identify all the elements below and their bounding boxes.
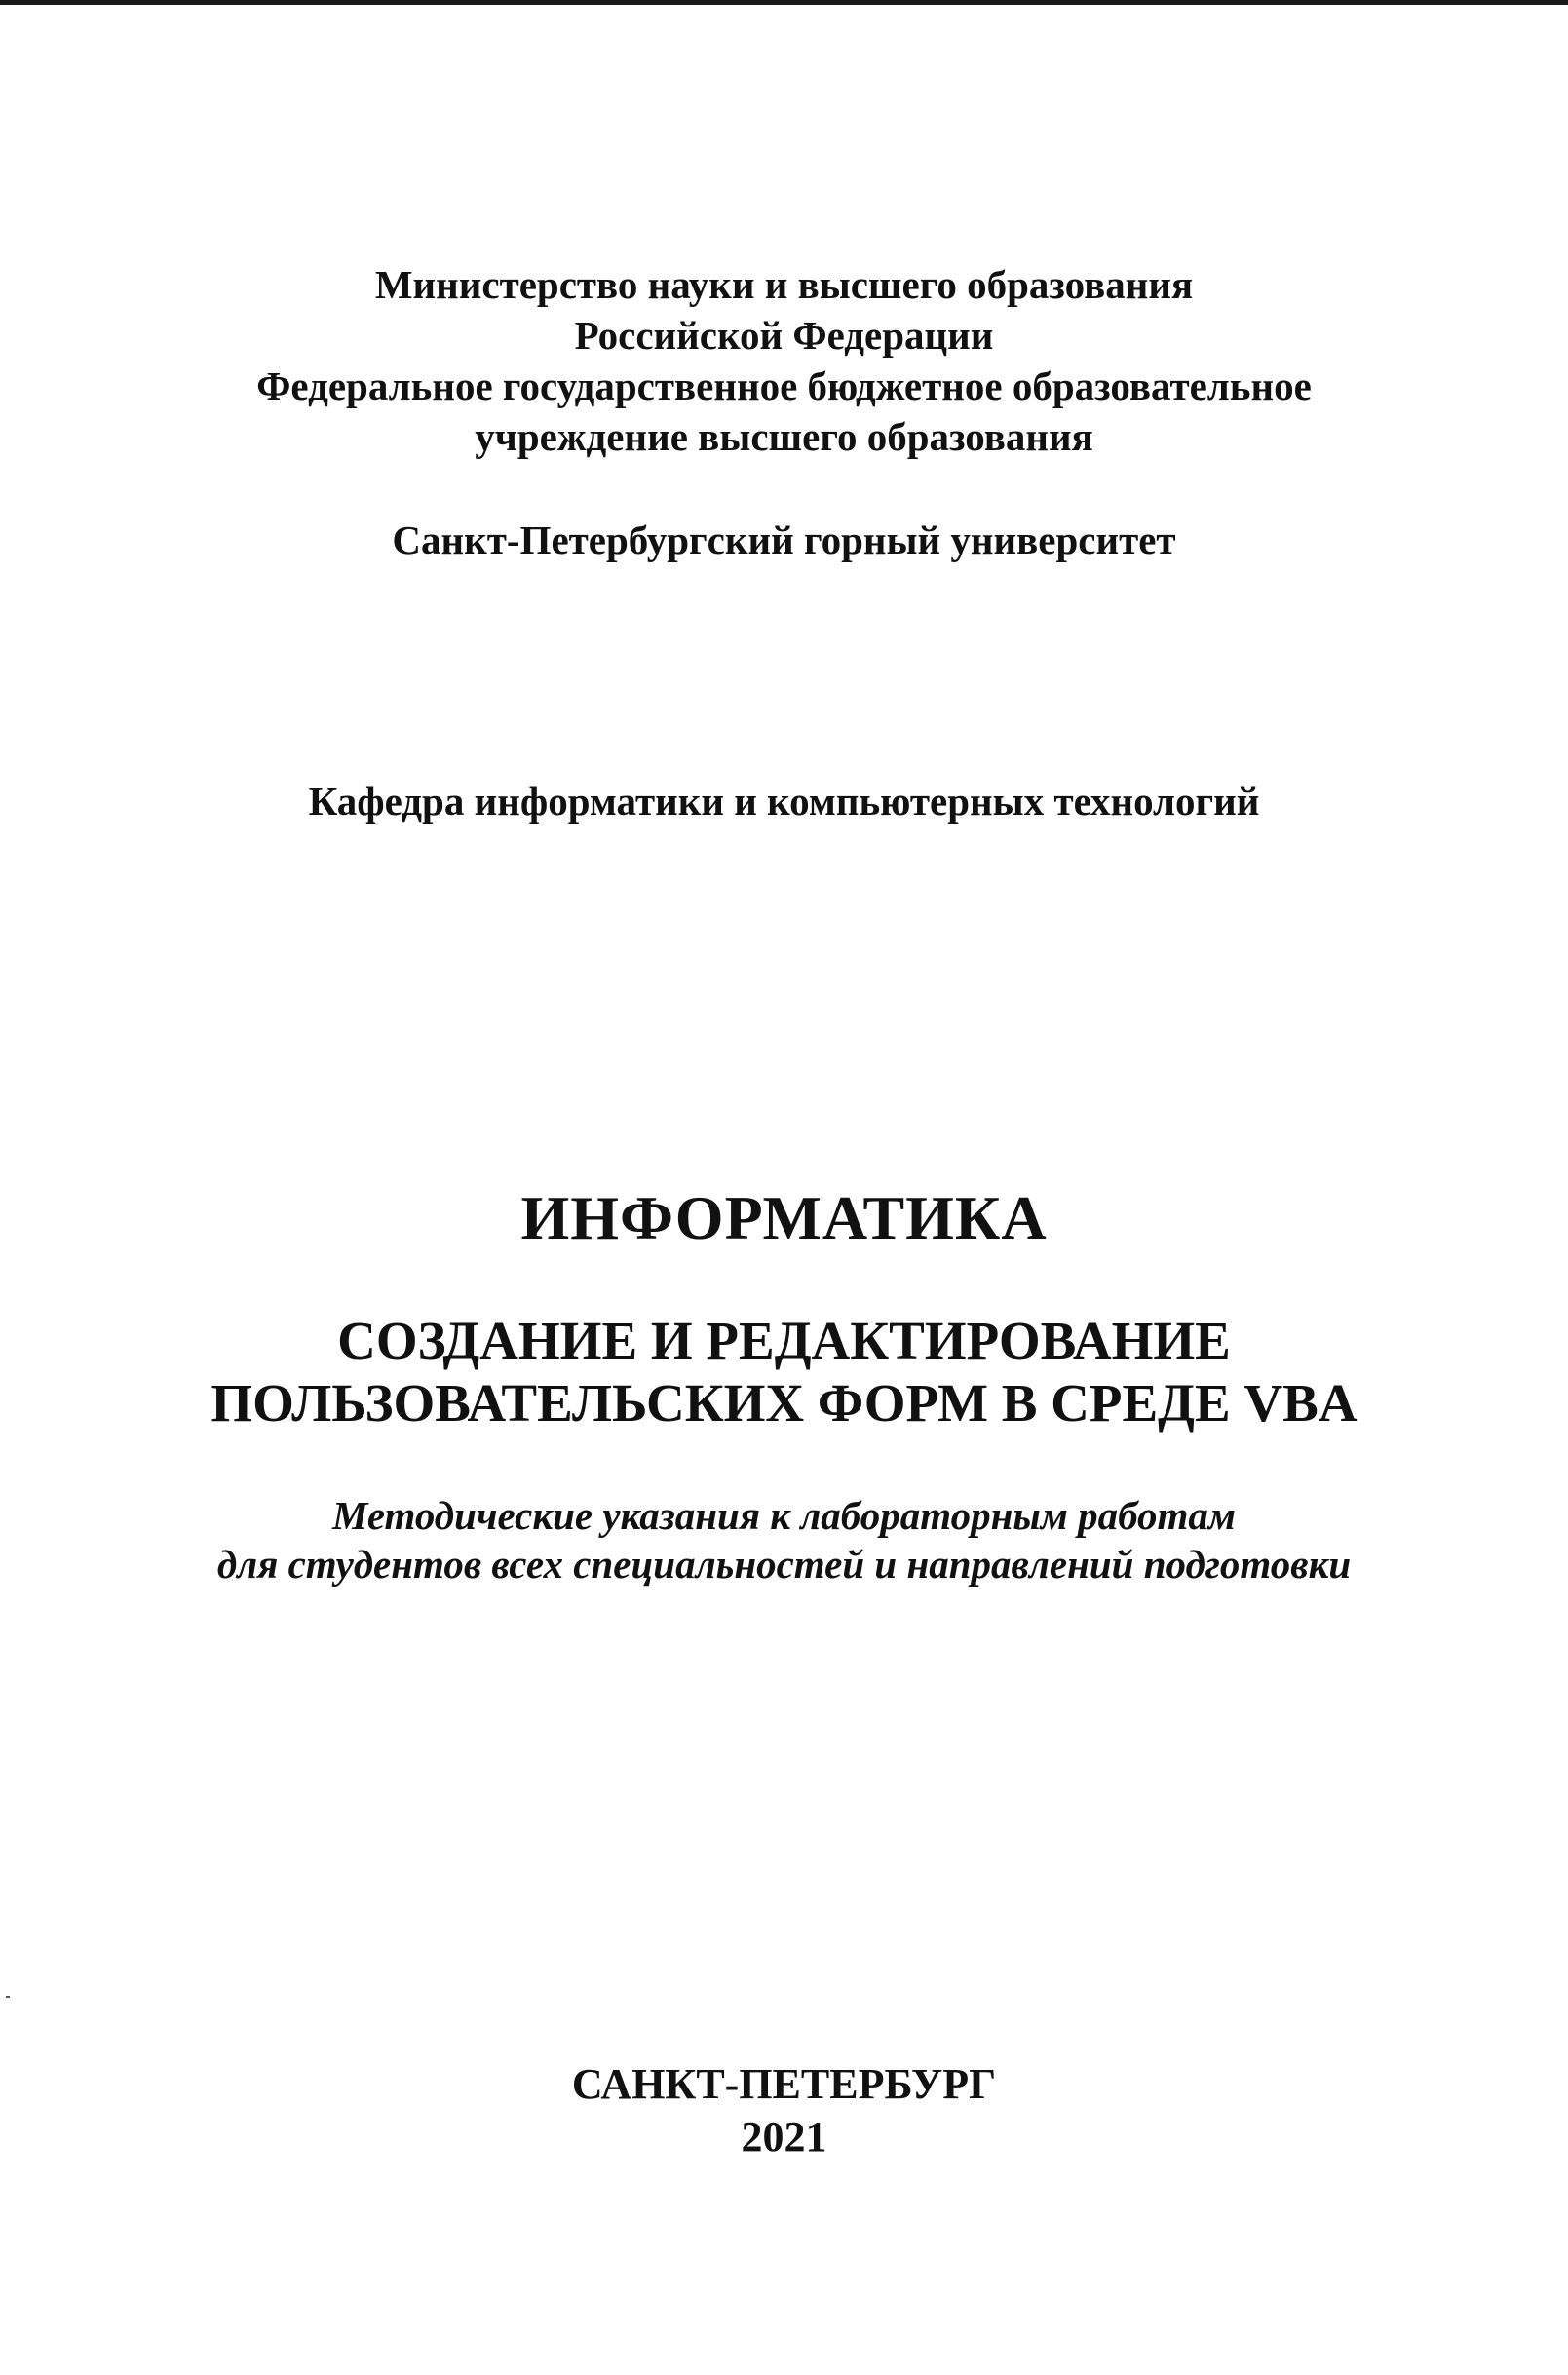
university-name (0, 515, 1568, 565)
publication-city: САНКТ-ПЕТЕРБУРГ (571, 2060, 997, 2108)
header-line-4: учреждение высшего образования (475, 414, 1093, 459)
title-line: ИНФОРМАТИКА (520, 1183, 1048, 1252)
header-line-3: Федеральное государственное бюджетное образовательное (256, 364, 1312, 408)
publication-year: 2021 (741, 2113, 827, 2161)
document-description (0, 1491, 1568, 1589)
header-line-2: Российской Федерации (574, 313, 994, 358)
department-line: Кафедра информатики и компьютерных технологий (308, 779, 1260, 824)
university-line: Санкт-Петербургский горный университет (392, 517, 1176, 562)
ministry-header (0, 259, 1568, 462)
document-title (0, 1179, 1568, 1257)
scan-top-border (0, 0, 1568, 5)
document-subtitle (0, 1310, 1568, 1435)
scan-artifact-mark (6, 1996, 10, 1998)
subtitle-line-1: СОЗДАНИЕ И РЕДАКТИРОВАНИЕ (337, 1311, 1231, 1370)
header-line-1: Министерство науки и высшего образования (374, 262, 1194, 307)
department-name (0, 776, 1568, 826)
description-line-1: Методические указания к лабораторным работам (331, 1493, 1237, 1538)
publication-footer (0, 2058, 1568, 2164)
description-line-2: для студентов всех специальностей и направлений подготовки (216, 1542, 1352, 1587)
subtitle-line-2: ПОЛЬЗОВАТЕЛЬСКИХ ФОРМ В СРЕДЕ VBA (210, 1373, 1358, 1433)
